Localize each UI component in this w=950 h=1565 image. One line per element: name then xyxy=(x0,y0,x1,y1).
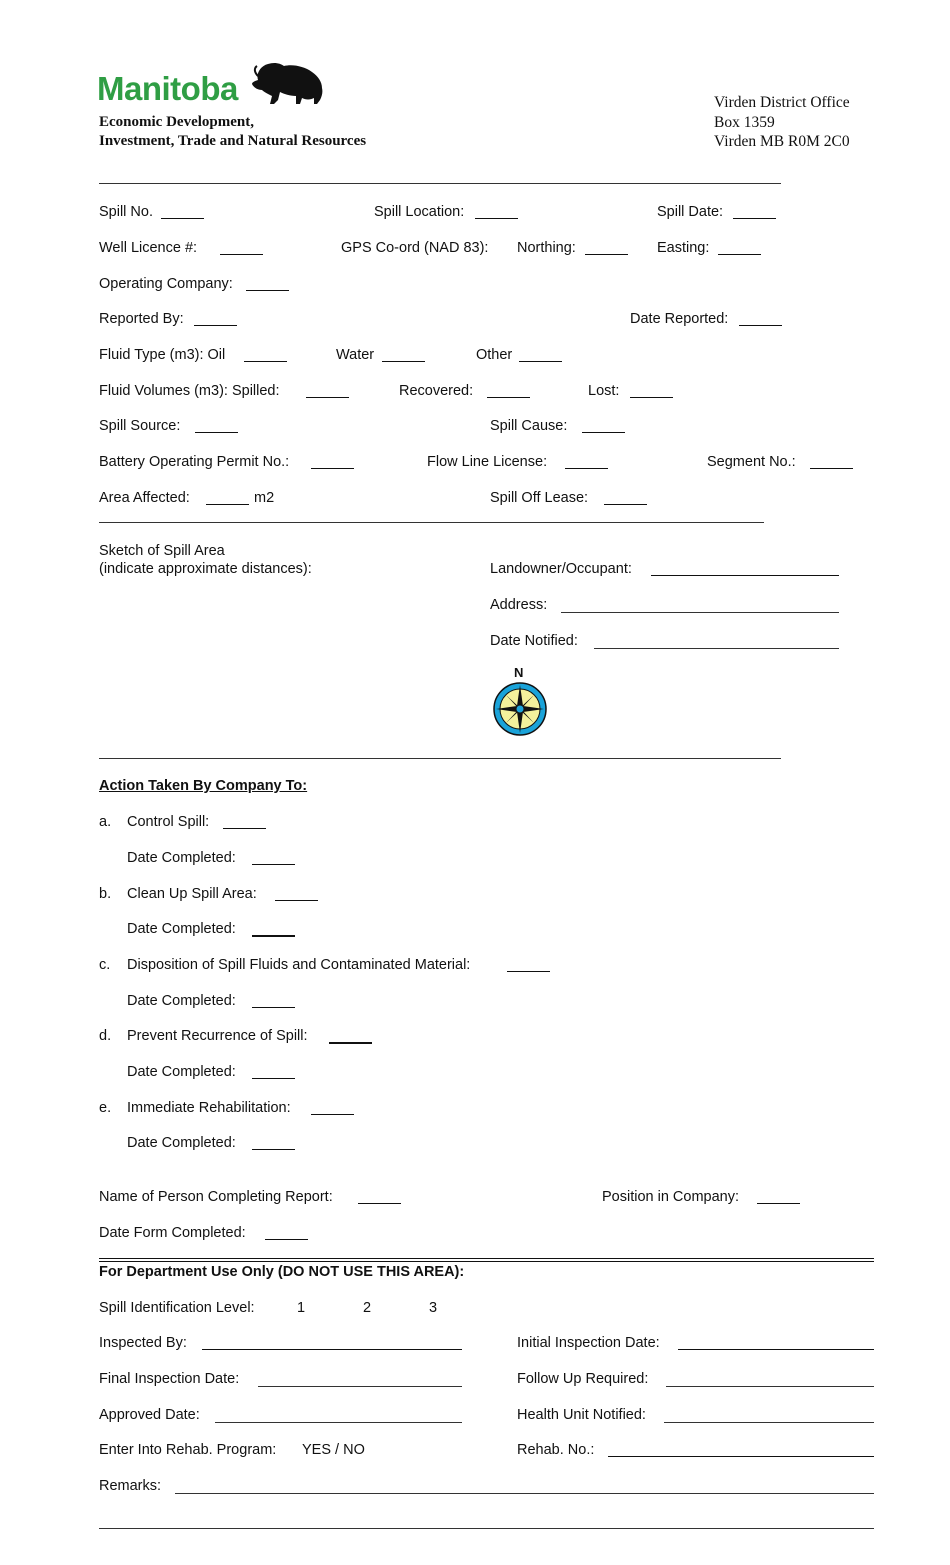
final-inspection-field[interactable] xyxy=(258,1386,462,1387)
recovered-field[interactable] xyxy=(487,397,530,398)
dept-divider-bottom xyxy=(99,1261,874,1262)
bison-icon xyxy=(250,60,326,108)
office-line-1: Virden District Office xyxy=(714,94,850,111)
rehab-program-label: Enter Into Rehab. Program: xyxy=(99,1442,277,1458)
date-form-field[interactable] xyxy=(265,1239,308,1240)
action-e-label: Immediate Rehabilitation: xyxy=(127,1100,291,1116)
action-d-date-label: Date Completed: xyxy=(127,1064,236,1080)
well-licence-label: Well Licence #: xyxy=(99,240,198,256)
follow-up-field[interactable] xyxy=(666,1386,874,1387)
action-d-date-field[interactable] xyxy=(252,1078,295,1079)
spill-no-label: Spill No. xyxy=(99,204,153,220)
date-reported-label: Date Reported: xyxy=(630,311,729,327)
operating-company-label: Operating Company: xyxy=(99,276,233,292)
northing-field[interactable] xyxy=(585,254,628,255)
spill-level-label: Spill Identification Level: xyxy=(99,1300,255,1316)
landowner-label: Landowner/Occupant: xyxy=(490,561,632,577)
spill-date-field[interactable] xyxy=(733,218,776,219)
segment-no-field[interactable] xyxy=(810,468,853,469)
action-b-letter: b. xyxy=(99,886,112,902)
area-affected-label: Area Affected: xyxy=(99,490,190,506)
final-inspection-label: Final Inspection Date: xyxy=(99,1371,240,1387)
health-unit-label: Health Unit Notified: xyxy=(517,1407,646,1423)
rehab-no-field[interactable] xyxy=(608,1456,874,1457)
spill-location-label: Spill Location: xyxy=(374,204,465,220)
action-b-date-label: Date Completed: xyxy=(127,921,236,937)
actions-heading: Action Taken By Company To: xyxy=(99,778,308,794)
action-e-date-label: Date Completed: xyxy=(127,1135,236,1151)
address-field[interactable] xyxy=(561,612,839,613)
position-label: Position in Company: xyxy=(602,1189,740,1205)
initial-inspection-field[interactable] xyxy=(678,1349,874,1350)
approved-date-label: Approved Date: xyxy=(99,1407,200,1423)
fluid-type-label: Fluid Type (m3): Oil xyxy=(99,347,226,363)
dept-line-2: Investment, Trade and Natural Resources xyxy=(99,133,367,149)
remarks-field-line-1[interactable] xyxy=(175,1493,874,1494)
m2-label: m2 xyxy=(254,490,275,506)
office-line-3: Virden MB R0M 2C0 xyxy=(714,133,850,150)
date-notified-label: Date Notified: xyxy=(490,633,578,649)
lost-label: Lost: xyxy=(588,383,620,399)
name-person-label: Name of Person Completing Report: xyxy=(99,1189,333,1205)
name-person-field[interactable] xyxy=(358,1203,401,1204)
operating-company-field[interactable] xyxy=(246,290,289,291)
reported-by-field[interactable] xyxy=(194,325,237,326)
remarks-field-line-2[interactable] xyxy=(99,1528,874,1529)
flow-line-field[interactable] xyxy=(565,468,608,469)
water-field[interactable] xyxy=(382,361,425,362)
water-label: Water xyxy=(336,347,375,363)
inspected-by-field[interactable] xyxy=(202,1349,462,1350)
action-b-field[interactable] xyxy=(275,900,318,901)
flow-line-label: Flow Line License: xyxy=(427,454,548,470)
action-c-date-field[interactable] xyxy=(252,1007,295,1008)
action-c-date-label: Date Completed: xyxy=(127,993,236,1009)
initial-inspection-label: Initial Inspection Date: xyxy=(517,1335,660,1351)
date-form-label: Date Form Completed: xyxy=(99,1225,246,1241)
spill-level-1[interactable]: 1 xyxy=(297,1300,306,1316)
spilled-field[interactable] xyxy=(306,397,349,398)
spill-cause-field[interactable] xyxy=(582,432,625,433)
office-line-2: Box 1359 xyxy=(714,114,775,131)
battery-permit-label: Battery Operating Permit No.: xyxy=(99,454,290,470)
header-divider xyxy=(99,183,781,184)
spill-level-2[interactable]: 2 xyxy=(363,1300,372,1316)
logo-text: Manitoba xyxy=(97,70,238,107)
action-a-date-field[interactable] xyxy=(252,864,295,865)
compass-north-label: N xyxy=(514,665,524,680)
landowner-field[interactable] xyxy=(651,575,839,576)
action-a-date-label: Date Completed: xyxy=(127,850,236,866)
reported-by-label: Reported By: xyxy=(99,311,184,327)
segment-no-label: Segment No.: xyxy=(707,454,796,470)
follow-up-label: Follow Up Required: xyxy=(517,1371,649,1387)
fluid-volumes-label: Fluid Volumes (m3): Spilled: xyxy=(99,383,280,399)
spill-cause-label: Spill Cause: xyxy=(490,418,568,434)
easting-field[interactable] xyxy=(718,254,761,255)
sketch-area[interactable] xyxy=(99,585,469,745)
sketch-divider xyxy=(99,758,781,759)
action-e-field[interactable] xyxy=(311,1114,354,1115)
position-field[interactable] xyxy=(757,1203,800,1204)
other-field[interactable] xyxy=(519,361,562,362)
action-c-field[interactable] xyxy=(507,971,550,972)
action-a-field[interactable] xyxy=(223,828,266,829)
action-b-date-field[interactable] xyxy=(252,935,295,937)
lost-field[interactable] xyxy=(630,397,673,398)
area-affected-field[interactable] xyxy=(206,504,249,505)
dept-line-1: Economic Development, xyxy=(99,114,254,130)
oil-field[interactable] xyxy=(244,361,287,362)
action-b-label: Clean Up Spill Area: xyxy=(127,886,257,902)
spill-off-lease-label: Spill Off Lease: xyxy=(490,490,589,506)
approved-date-field[interactable] xyxy=(215,1422,462,1423)
fields-divider xyxy=(99,522,764,523)
dept-heading: For Department Use Only (DO NOT USE THIS AREA): xyxy=(99,1264,465,1280)
date-reported-field[interactable] xyxy=(739,325,782,326)
action-e-date-field[interactable] xyxy=(252,1149,295,1150)
spill-source-field[interactable] xyxy=(195,432,238,433)
spill-no-field[interactable] xyxy=(161,218,204,219)
rehab-yes-no[interactable]: YES / NO xyxy=(302,1442,365,1458)
date-notified-field[interactable] xyxy=(594,648,839,649)
dept-divider-top xyxy=(99,1258,874,1259)
action-a-label: Control Spill: xyxy=(127,814,210,830)
gps-label: GPS Co-ord (NAD 83): xyxy=(341,240,489,256)
health-unit-field[interactable] xyxy=(664,1422,874,1423)
action-c-label: Disposition of Spill Fluids and Contaminated Material: xyxy=(127,957,471,973)
remarks-label: Remarks: xyxy=(99,1478,162,1494)
address-label: Address: xyxy=(490,597,548,613)
action-d-letter: d. xyxy=(99,1028,112,1044)
rehab-no-label: Rehab. No.: xyxy=(517,1442,595,1458)
northing-label: Northing: xyxy=(517,240,576,256)
well-licence-field[interactable] xyxy=(220,254,263,255)
spill-location-field[interactable] xyxy=(475,218,518,219)
action-c-letter: c. xyxy=(99,957,111,973)
action-a-letter: a. xyxy=(99,814,112,830)
spill-source-label: Spill Source: xyxy=(99,418,181,434)
spill-off-lease-field[interactable] xyxy=(604,504,647,505)
action-d-field[interactable] xyxy=(329,1042,372,1044)
inspected-by-label: Inspected By: xyxy=(99,1335,187,1351)
action-d-label: Prevent Recurrence of Spill: xyxy=(127,1028,308,1044)
recovered-label: Recovered: xyxy=(399,383,474,399)
spill-date-label: Spill Date: xyxy=(657,204,724,220)
spill-level-3[interactable]: 3 xyxy=(429,1300,438,1316)
other-label: Other xyxy=(476,347,513,363)
action-e-letter: e. xyxy=(99,1100,112,1116)
easting-label: Easting: xyxy=(657,240,710,256)
sketch-subtitle: (indicate approximate distances): xyxy=(99,561,312,577)
battery-permit-field[interactable] xyxy=(311,468,354,469)
sketch-title: Sketch of Spill Area xyxy=(99,543,225,559)
